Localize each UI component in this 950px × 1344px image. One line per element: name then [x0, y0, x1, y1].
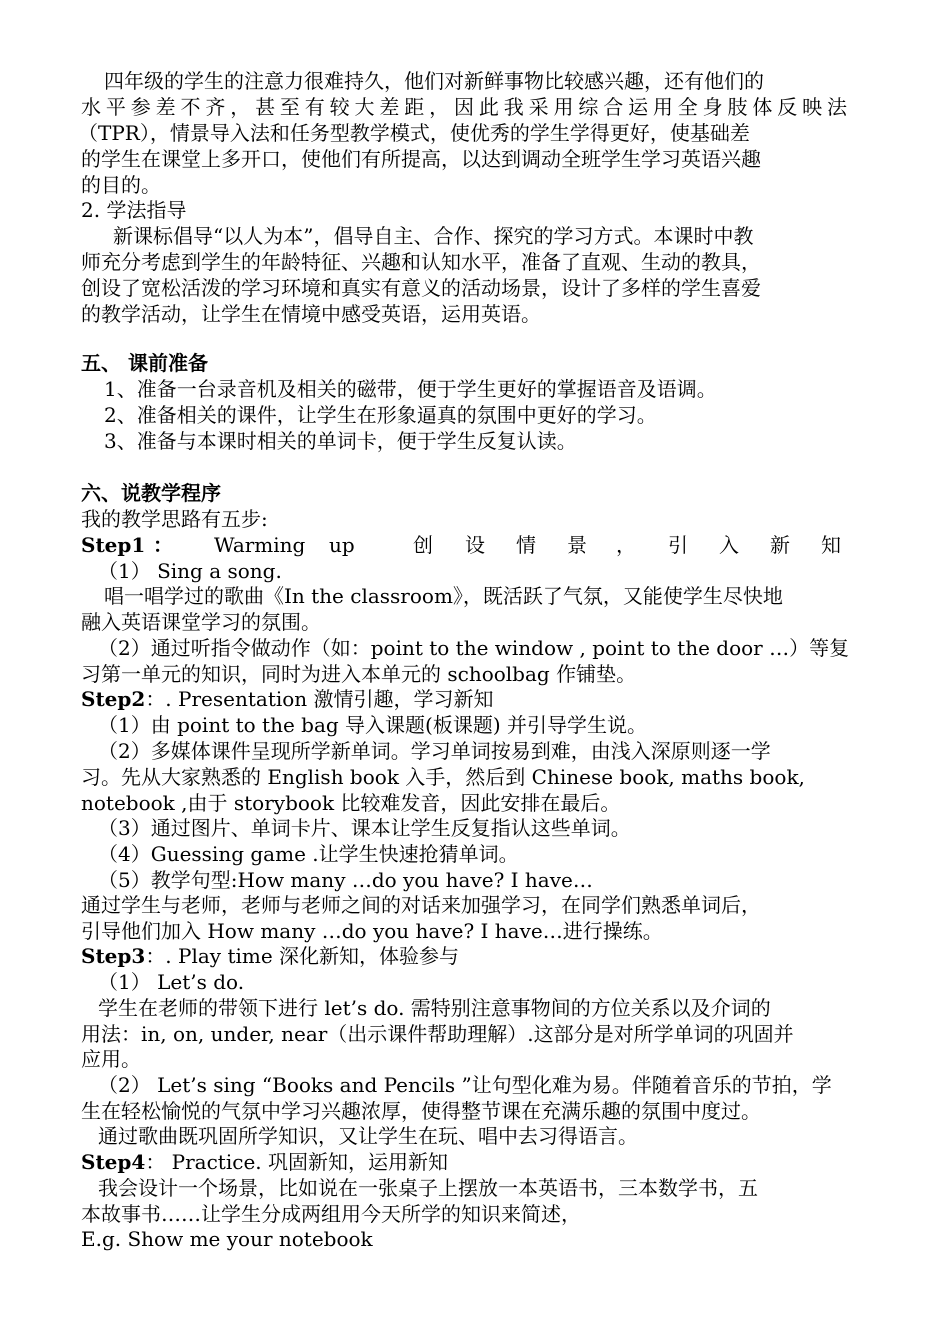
list-item: （2）多媒体课件呈现所学新单词。学习单词按易到难，由浅入深原则逐一学: [98, 739, 771, 763]
list-item: （4）Guessing game .让学生快速抢猜单词。: [98, 842, 519, 866]
step-word: up: [329, 533, 355, 557]
step3-heading: [81, 943, 847, 969]
paragraph-line: 通过歌曲既巩固所学知识，又让学生在玩、唱中去习得语言。: [98, 1124, 638, 1148]
step-label: Step1: [81, 533, 146, 557]
paragraph-line: 习第一单元的知识，同时为进入本单元的 schoolbag 作铺垫。: [81, 662, 637, 686]
paragraph-line: 生在轻松愉悦的气氛中学习兴趣浓厚，使得整节课在充满乐趣的氛围中度过。: [81, 1099, 761, 1123]
step4-heading: [81, 1149, 847, 1175]
paragraph-line: 引导他们加入 How many …do you have? I have…进行操练。: [81, 919, 663, 943]
paragraph-line: 我会设计一个场景，比如说在一张桌子上摆放一本英语书，三本数学书，五: [98, 1176, 758, 1200]
paragraph-line: 的学生在课堂上多开口，使他们有所提高，以达到调动全班学生学习英语兴趣: [81, 147, 761, 171]
paragraph-line: （TPR），情景导入法和任务型教学模式，使优秀的学生学得更好，使基础差: [78, 121, 750, 145]
step-char: ，: [616, 533, 636, 557]
paragraph-line: 通过学生与老师，老师与老师之间的对话来加强学习，在同学们熟悉单词后，: [81, 893, 761, 917]
paragraph-line: 学生在老师的带领下进行 let’s do. 需特别注意事物间的方位关系以及介词的: [98, 996, 771, 1020]
step-char: 新: [770, 533, 790, 557]
step-title: ：. Play time 深化新知，体验参与: [145, 944, 460, 968]
paragraph-line: 水平参差不齐，甚至有较大差距，因此我采用综合运用全身肢体反映法: [81, 95, 847, 119]
paragraph-line: 应用。: [81, 1047, 141, 1071]
list-item: （2） Let’s sing “Books and Pencils ”让句型化难为易。伴随着音乐的节拍，学: [98, 1073, 832, 1097]
list-item: 1、准备一台录音机及相关的磁带，便于学生更好的掌握语音及语调。: [104, 377, 717, 401]
step-title: ：. Presentation 激情引趣，学习新知: [145, 687, 494, 711]
step-char: 知: [821, 533, 841, 557]
step-char: 创: [413, 533, 433, 557]
step-word: Warming: [214, 533, 306, 557]
paragraph-line: notebook ,由于 storybook 比较难发音，因此安排在最后。: [81, 791, 621, 815]
paragraph-line: 师充分考虑到学生的年龄特征、兴趣和认知水平，准备了直观、生动的教具，: [81, 250, 761, 274]
list-item: （1） Sing a song.: [98, 559, 282, 583]
step-char: 引: [668, 533, 688, 557]
step-colon: ：: [153, 533, 173, 557]
step1-heading: [81, 532, 847, 558]
list-item: （5）教学句型:How many …do you have? I have…: [98, 868, 593, 892]
paragraph-line: 新课标倡导“以人为本”，倡导自主、合作、探究的学习方式。本课时中教: [113, 224, 754, 248]
paragraph-line: 的目的。: [81, 173, 161, 197]
intro-line: 我的教学思路有五步:: [81, 507, 268, 531]
section-heading-study-method: 2. 学法指导: [81, 198, 187, 222]
step-title: ： Practice. 巩固新知，运用新知: [145, 1150, 448, 1174]
step-label: Step4: [81, 1150, 146, 1174]
step-label: Step2: [81, 687, 146, 711]
step-label: Step3: [81, 944, 146, 968]
list-item: （1） Let’s do.: [98, 970, 245, 994]
paragraph-line: 本故事书……让学生分成两组用今天所学的知识来简述，: [81, 1202, 581, 1226]
list-item: （2）通过听指令做动作（如：point to the window , point to the door …）等复: [98, 636, 850, 660]
paragraph-line: 习。先从大家熟悉的 English book 入手，然后到 Chinese book, maths book,: [81, 765, 805, 789]
example-line: E.g. Show me your notebook: [81, 1227, 373, 1251]
paragraph-line: 融入英语课堂学习的氛围。: [81, 610, 321, 634]
paragraph-line: 唱一唱学过的歌曲《In the classroom》，既活跃了气氛，又能使学生尽快地: [104, 584, 783, 608]
list-item: 3、准备与本课时相关的单词卡，便于学生反复认读。: [104, 429, 577, 453]
section-heading-procedure: 六、说教学程序: [81, 481, 221, 505]
step2-heading: [81, 686, 847, 712]
section-heading-preparation: 五、 课前准备: [81, 351, 208, 375]
list-item: （3）通过图片、单词卡片、课本让学生反复指认这些单词。: [98, 816, 631, 840]
paragraph-line: 的教学活动，让学生在情境中感受英语，运用英语。: [81, 302, 541, 326]
step-char: 情: [516, 533, 536, 557]
step-char: 设: [465, 533, 485, 557]
list-item: （1）由 point to the bag 导入课题(板课题) 并引导学生说。: [98, 713, 647, 737]
list-item: 2、准备相关的课件，让学生在形象逼真的氛围中更好的学习。: [104, 403, 657, 427]
paragraph-line: 用法：in, on, under, near（出示课件帮助理解）.这部分是对所学单词的巩固并: [81, 1022, 794, 1046]
paragraph-line: 创设了宽松活泼的学习环境和真实有意义的活动场景，设计了多样的学生喜爱: [81, 276, 761, 300]
paragraph-line: 四年级的学生的注意力很难持久，他们对新鲜事物比较感兴趣，还有他们的: [104, 69, 764, 93]
step-char: 景: [567, 533, 587, 557]
step-char: 入: [719, 533, 739, 557]
